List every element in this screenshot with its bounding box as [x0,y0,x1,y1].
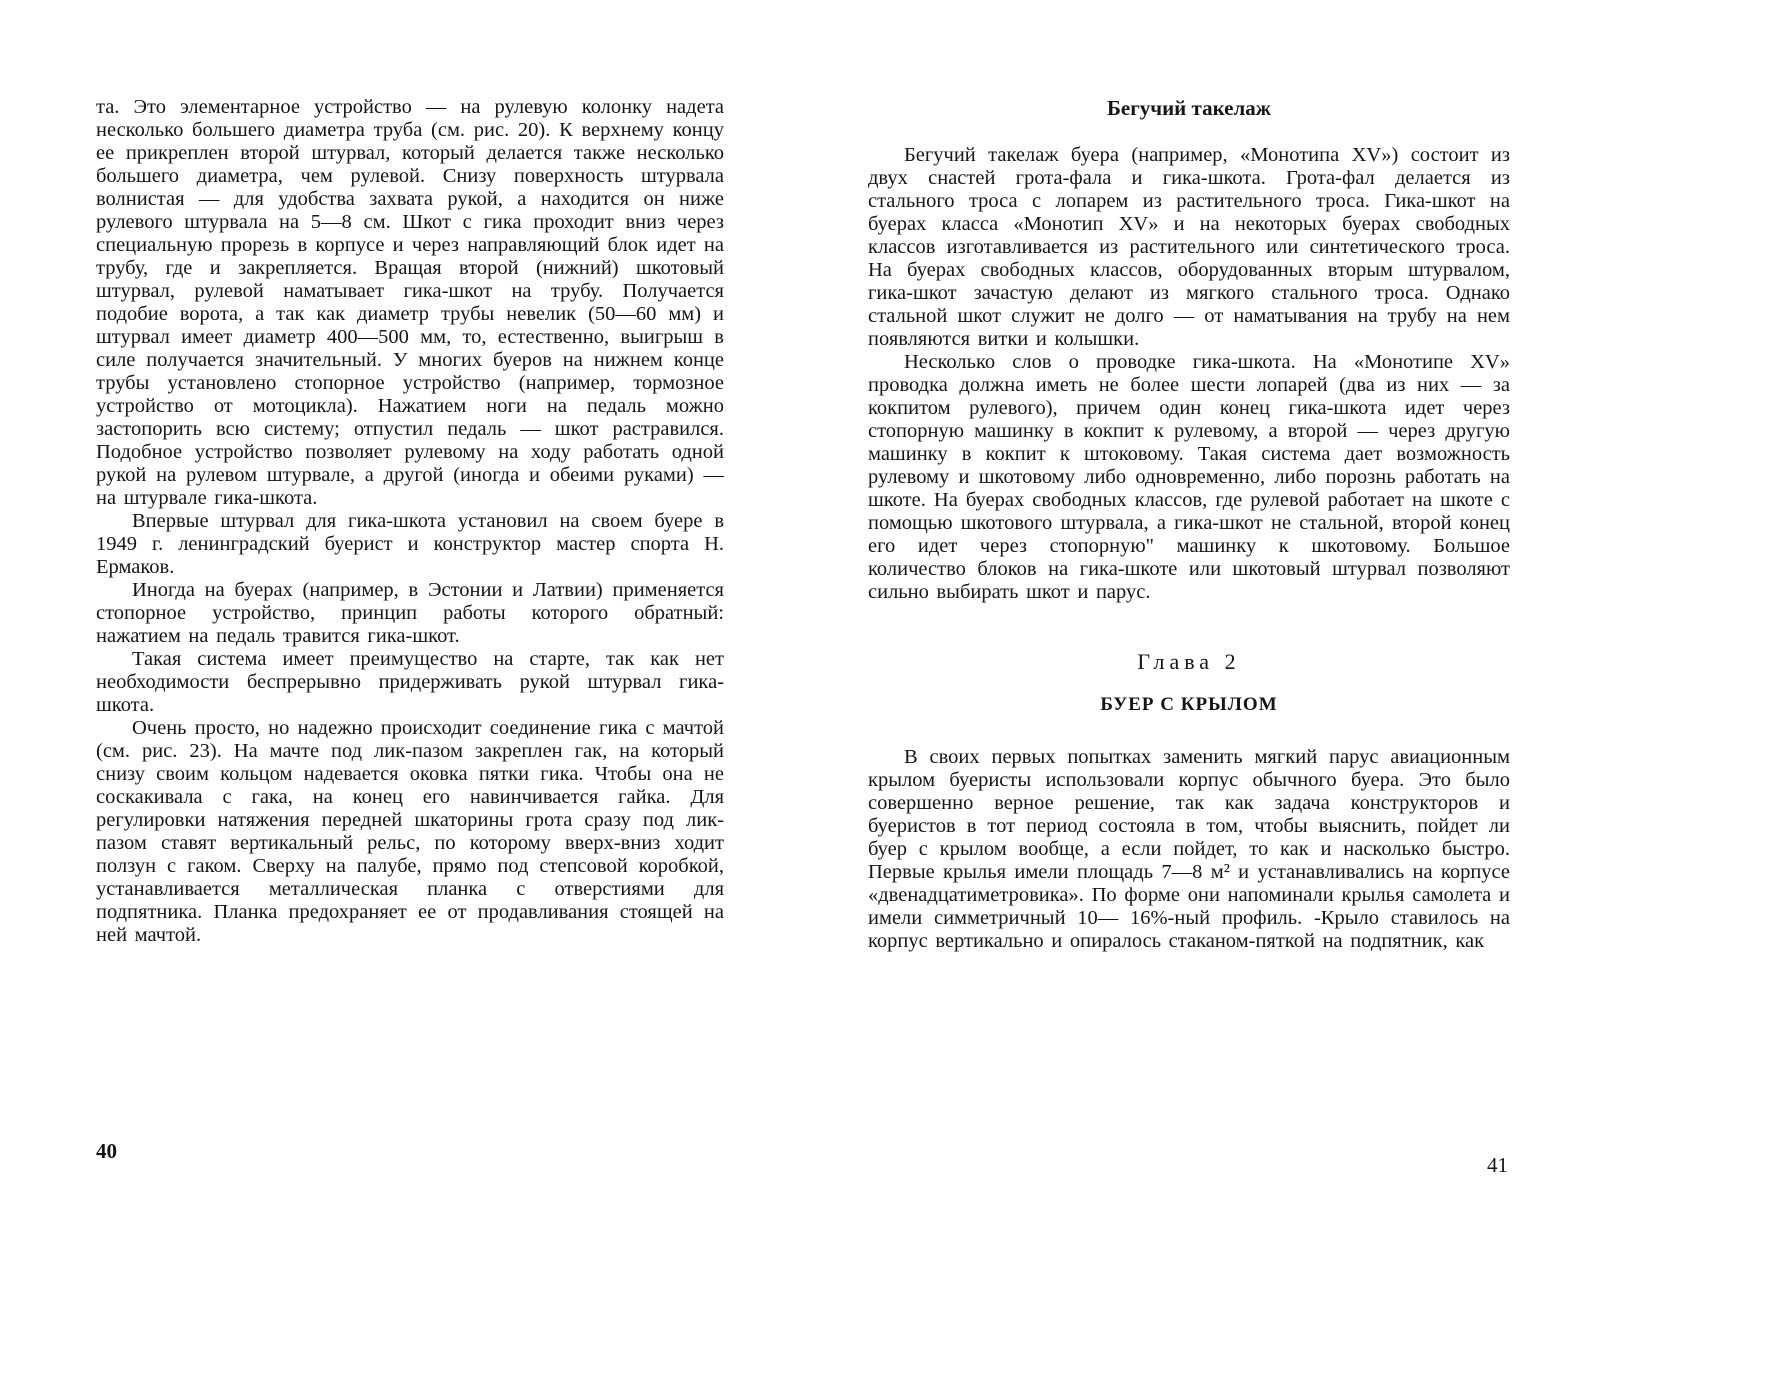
section-heading: Бегучий такелаж [1106,96,1271,120]
paragraph: Такая система имеет преимущество на старте, так как нет необходимости беспрерывно придерживать рукой штурвал гика-шкота. [96,648,724,716]
chapter-subheading: БУЕР С КРЫЛОМ [1100,694,1278,715]
paragraph: та. Это элементарное устройство — на рулевую колонку надета несколько большего диаметра труба (см. рис. 20). К верхнему концу ее прикреплен второй штурвал, который делается также несколько большего диаметра, чем рулевой. Снизу поверхность штурвала волнистая — для удобства захвата рукой, а находится он ниже рулевого штурвала на 5—8 см. Шкот с гика проходит вниз через специальную прорезь в корпусе и через направляющий блок идет на трубу, где и закрепляется. Вращая второй (нижний) шкотовый штурвал, рулевой наматывает гика-шкот на трубу. Получается подобие ворота, а так как диаметр трубы невелик (50—60 мм) и штурвал имеет диаметр 400—500 мм, то, естественно, выигрыш в силе получается значительный. У многих буеров на нижнем конце трубы установлено стопорное устройство (например, тормозное устройство от мотоцикла). Нажатием ноги на педаль можно застопорить всю систему; отпустил педаль — шкот растравился. Подобное устройство позволяет рулевому на ходу работать одной рукой на рулевом штурвале, а другой (иногда и обеими руками) — на штурвале гика-шкота. [96,96,724,509]
paragraph: Впервые штурвал для гика-шкота установил на своем буере в 1949 г. ленинградский буерист и конструктор мастер спорта Н. Ермаков. [96,510,724,578]
page-number-right: 41 [1487,1153,1508,1177]
page-number-left: 40 [96,1139,117,1163]
paragraph: Несколько слов о проводке гика-шкота. На «Монотипе XV» проводка должна иметь не более шести лопарей (два из них — за кокпитом рулевого), причем один конец гика-шкота идет через стопорную машинку в кокпит к рулевому, а второй — через другую машинку в кокпит к штоковому. Такая система дает возможность рулевому и шкотовому либо одновременно, либо порознь работать на шкоте. На буерах свободных классов, где рулевой работает на шкоте с помощью шкотового штурвала, а гика-шкот не стальной, второй конец его идет через стопорную" машинку к шкотовому. Большое количество блоков на гика-шкоте или шкотовый штурвал позволяют сильно выбирать шкот и парус. [868,351,1510,603]
paragraph: В своих первых попытках заменить мягкий парус авиационным крылом буеристы использовали корпус обычного буера. Это было совершенно верное решение, так как задача конструкторов и буеристов в тот период состояла в том, чтобы выяснить, пойдет ли буер с крылом вообще, а если пойдет, то как и насколько быстро. Первые крылья имели площадь 7—8 м² и устанавливались на корпусе «двенадцатиметровика». По форме они напоминали крылья самолета и имели симметричный 10— 16%-ный профиль. -Крыло ставилось на корпус вертикально и опиралось стаканом-пяткой на подпятник, как [868,746,1510,952]
paragraph: Очень просто, но надежно происходит соединение гика с мачтой (см. рис. 23). На мачте под лик-пазом закреплен гак, на который снизу своим кольцом надевается оковка пятки гика. Чтобы она не соскакивала с гака, на конец его навинчивается гайка. Для регулировки натяжения передней шкаторины грота сразу под лик-пазом ставят вертикальный рельс, по которому вверх-вниз ходит ползун с гаком. Сверху на палубе, прямо под степсовой коробкой, устанавливается металлическая планка с отверстиями для подпятника. Планка предохраняет ее от продавливания стоящей на ней мачтой. [96,717,724,946]
paragraph: Бегучий такелаж буера (например, «Монотипа XV») состоит из двух снастей грота-фала и гика-шкота. Грота-фал делается из стального троса с лопарем из растительного троса. Гика-шкот на буерах класса «Монотип XV» и на некоторых буерах свободных классов изготавливается из растительного или синтетического троса. На буерах свободных классов, оборудованных вторым штурвалом, гика-шкот зачастую делают из мягкого стального троса. Однако стальной шкот служит не долго — от наматывания на трубу на нем появляются витки и колышки. [868,144,1510,350]
paragraph: Иногда на буерах (например, в Эстонии и Латвии) применяется стопорное устройство, принцип работы которого обратный: нажатием на педаль травится гика-шкот. [96,579,724,647]
chapter-heading: Глава 2 [1137,649,1241,674]
right-page-text-column [868,96,1510,953]
left-page-text-column [96,96,724,947]
